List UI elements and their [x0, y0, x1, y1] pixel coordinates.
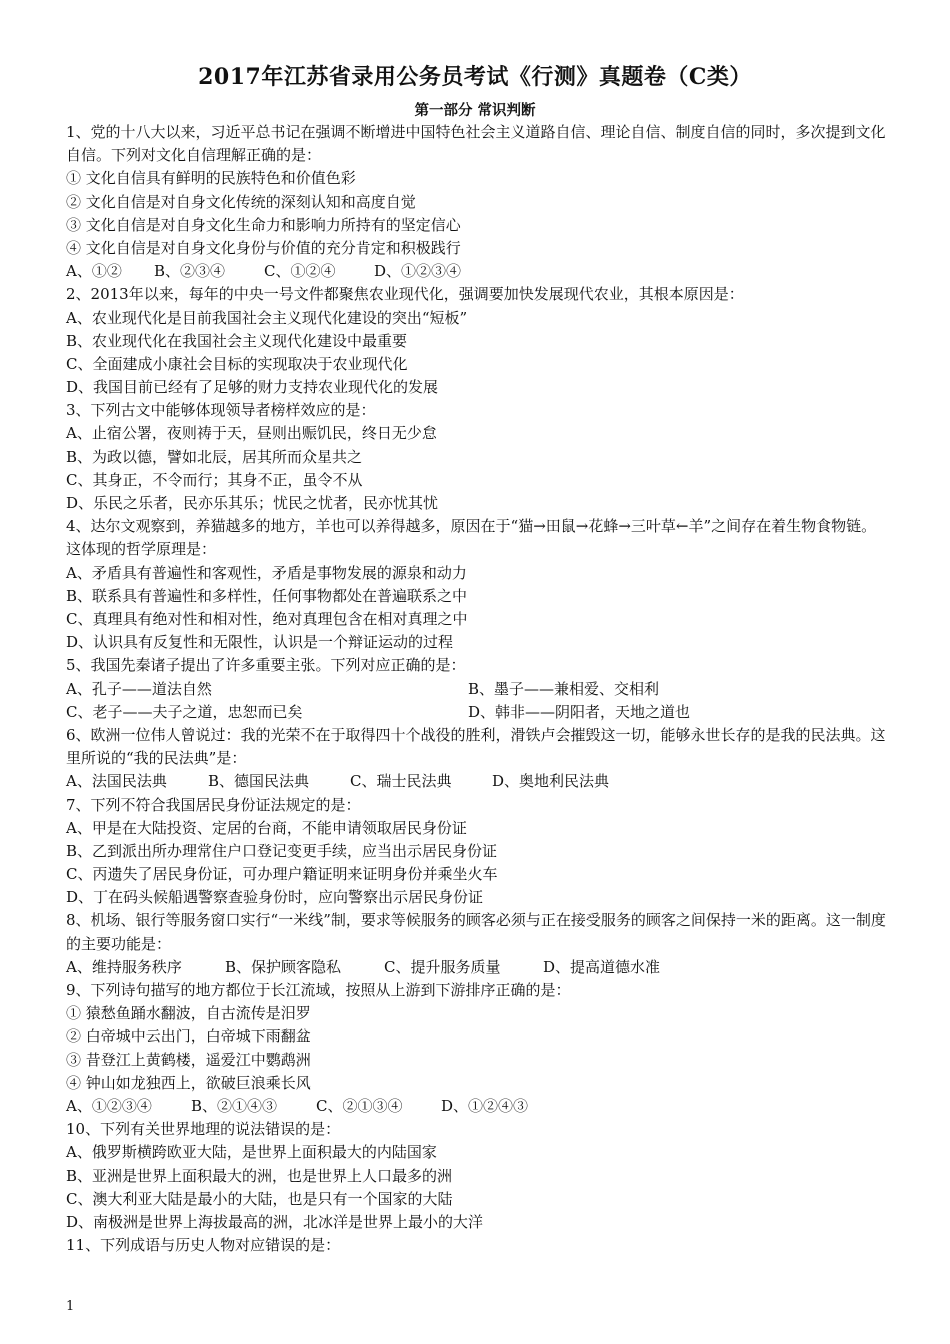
question-7-option-a: A、甲是在大陆投资、定居的台商，不能申请领取居民身份证 — [66, 818, 467, 837]
question-5-option-a: A、孔子——道法自然 — [66, 679, 212, 698]
question-8-option-b: B、保护顾客隐私 — [225, 957, 342, 976]
question-7-option-d: D、丁在码头候船遇警察查验身份时，应向警察出示居民身份证 — [66, 888, 484, 907]
question-list — [66, 121, 886, 1257]
question-8-stem: 8、机场、银行等服务窗口实行“一米线”制，要求等候服务的顾客必须与正在接受服务的顾客之间保持一米的距离。这一制度的主要功能是： — [66, 911, 886, 953]
question-7-option-b: B、乙到派出所办理常住户口登记变更手续，应当出示居民身份证 — [66, 841, 498, 860]
question-4-option-b: B、联系具有普遍性和多样性，任何事物都处在普遍联系之中 — [66, 586, 468, 605]
question-9-option-b: B、②①④③ — [191, 1097, 278, 1115]
section-heading: 第一部分 常识判断 — [414, 102, 536, 119]
question-6-option-d: D、奥地利民法典 — [492, 772, 610, 791]
question-2-option-c: C、全面建成小康社会目标的实现取决于农业现代化 — [66, 354, 408, 373]
question-4-option-d: D、认识具有反复性和无限性，认识是一个辩证运动的过程 — [66, 633, 454, 652]
question-3-option-b: B、为政以德，譬如北辰，居其所而众星共之 — [66, 447, 363, 466]
question-4-stem: 4、达尔文观察到，养猫越多的地方，羊也可以养得越多，原因在于“猫→田鼠→花蜂→三叶草←羊”之间存在着生物食物链。这体现的哲学原理是： — [66, 517, 877, 559]
question-2-stem: 2、2013年以来，每年的中央一号文件都聚焦农业现代化，强调要加快发展现代农业，其根本原因是： — [66, 285, 744, 304]
question-2-option-b: B、农业现代化在我国社会主义现代化建设中最重要 — [66, 331, 408, 350]
page-number: 1 — [66, 1299, 75, 1314]
question-5-options-row — [66, 678, 886, 701]
question-6-options — [66, 770, 886, 793]
question-9-stem: 9、下列诗句描写的地方都位于长江流域，按照从上游到下游排序正确的是： — [66, 981, 571, 1000]
question-1-item: ② 文化自信是对自身文化传统的深刻认知和高度自觉 — [66, 192, 416, 211]
question-3-option-c: C、其身正，不令而行；其身不正，虽令不从 — [66, 470, 363, 489]
question-4-option-c: C、真理具有绝对性和相对性，绝对真理包含在相对真理之中 — [66, 610, 468, 628]
question-5-option-b: B、墨子——兼相爱、交相利 — [468, 679, 660, 698]
question-9-option-a: A、①②③④ — [66, 1097, 152, 1115]
question-9-option-c: C、②①③④ — [316, 1097, 403, 1115]
question-1-item: ③ 文化自信是对自身文化生命力和影响力所持有的坚定信心 — [66, 215, 461, 234]
question-1-option-c: C、①②④ — [264, 262, 336, 281]
question-8-option-d: D、提高道德水准 — [543, 957, 661, 976]
question-6-option-a: A、法国民法典 — [66, 772, 167, 791]
question-5-option-c: C、老子——夫子之道，忠恕而已矣 — [66, 702, 303, 721]
question-7-stem: 7、下列不符合我国居民身份证法规定的是： — [66, 795, 361, 814]
question-5-options-row — [66, 701, 886, 724]
question-8-option-c: C、提升服务质量 — [384, 957, 501, 976]
document-title: 2017年江苏省录用公务员考试《行测》真题卷（C类） — [198, 64, 752, 90]
question-1-option-a: A、①② — [66, 262, 122, 281]
question-9-option-d: D、①②④③ — [441, 1097, 529, 1115]
question-10-option-a: A、俄罗斯横跨欧亚大陆，是世界上面积最大的内陆国家 — [66, 1143, 437, 1162]
question-2-option-a: A、农业现代化是目前我国社会主义现代化建设的突出“短板” — [66, 308, 468, 327]
question-1-item: ④ 文化自信是对自身文化身份与价值的充分肯定和积极践行 — [66, 238, 461, 257]
question-3-option-d: D、乐民之乐者，民亦乐其乐；忧民之忧者，民亦忧其忧 — [66, 494, 439, 513]
question-8-options — [66, 956, 886, 979]
question-8-option-a: A、维持服务秩序 — [66, 957, 182, 976]
question-10-option-c: C、澳大利亚大陆是最小的大陆，也是只有一个国家的大陆 — [66, 1189, 453, 1208]
question-9-options — [66, 1095, 886, 1118]
question-6-option-c: C、瑞士民法典 — [350, 772, 452, 791]
question-1-item: ① 文化自信具有鲜明的民族特色和价值色彩 — [66, 169, 356, 188]
question-4-option-a: A、矛盾具有普遍性和客观性，矛盾是事物发展的源泉和动力 — [66, 563, 467, 582]
question-3-stem: 3、下列古文中能够体现领导者榜样效应的是： — [66, 401, 376, 420]
question-1-option-d: D、①②③④ — [374, 262, 462, 281]
question-9-item: ④ 钟山如龙独西上，欲破巨浪乘长风 — [66, 1073, 311, 1092]
question-9-item: ② 白帝城中云出门，白帝城下雨翻盆 — [66, 1027, 311, 1046]
question-5-option-d: D、韩非——阴阳者，天地之道也 — [468, 702, 691, 721]
question-1-options — [66, 260, 886, 283]
question-10-option-d: D、南极洲是世界上海拔最高的洲，北冰洋是世界上最小的大洋 — [66, 1212, 484, 1231]
question-5-stem: 5、我国先秦诸子提出了许多重要主张。下列对应正确的是： — [66, 656, 466, 675]
question-6-stem: 6、欧洲一位伟人曾说过：我的光荣不在于取得四十个战役的胜利，滑铁卢会摧毁这一切，能够永世长存的是我的民法典。这里所说的“我的民法典”是： — [66, 725, 886, 768]
question-10-option-b: B、亚洲是世界上面积最大的洲，也是世界上人口最多的洲 — [66, 1166, 453, 1185]
question-1-stem: 1、党的十八大以来，习近平总书记在强调不断增进中国特色社会主义道路自信、理论自信、制度自信的同时，多次提到文化自信。下列对文化自信理解正确的是： — [66, 123, 886, 165]
question-1-option-b: B、②③④ — [154, 262, 226, 281]
question-11-stem: 11、下列成语与历史人物对应错误的是： — [66, 1236, 341, 1255]
question-6-option-b: B、德国民法典 — [208, 772, 310, 791]
question-3-option-a: A、止宿公署，夜则祷于天，昼则出赈饥民，终日无少怠 — [66, 424, 437, 443]
question-2-option-d: D、我国目前已经有了足够的财力支持农业现代化的发展 — [66, 378, 439, 397]
question-10-stem: 10、下列有关世界地理的说法错误的是： — [66, 1120, 341, 1139]
question-9-item: ① 猿愁鱼踊水翻波，自古流传是汨罗 — [66, 1004, 311, 1023]
question-7-option-c: C、丙遗失了居民身份证，可办理户籍证明来证明身份并乘坐火车 — [66, 865, 498, 884]
question-9-item: ③ 昔登江上黄鹤楼，遥爱江中鹦鹉洲 — [66, 1050, 311, 1069]
